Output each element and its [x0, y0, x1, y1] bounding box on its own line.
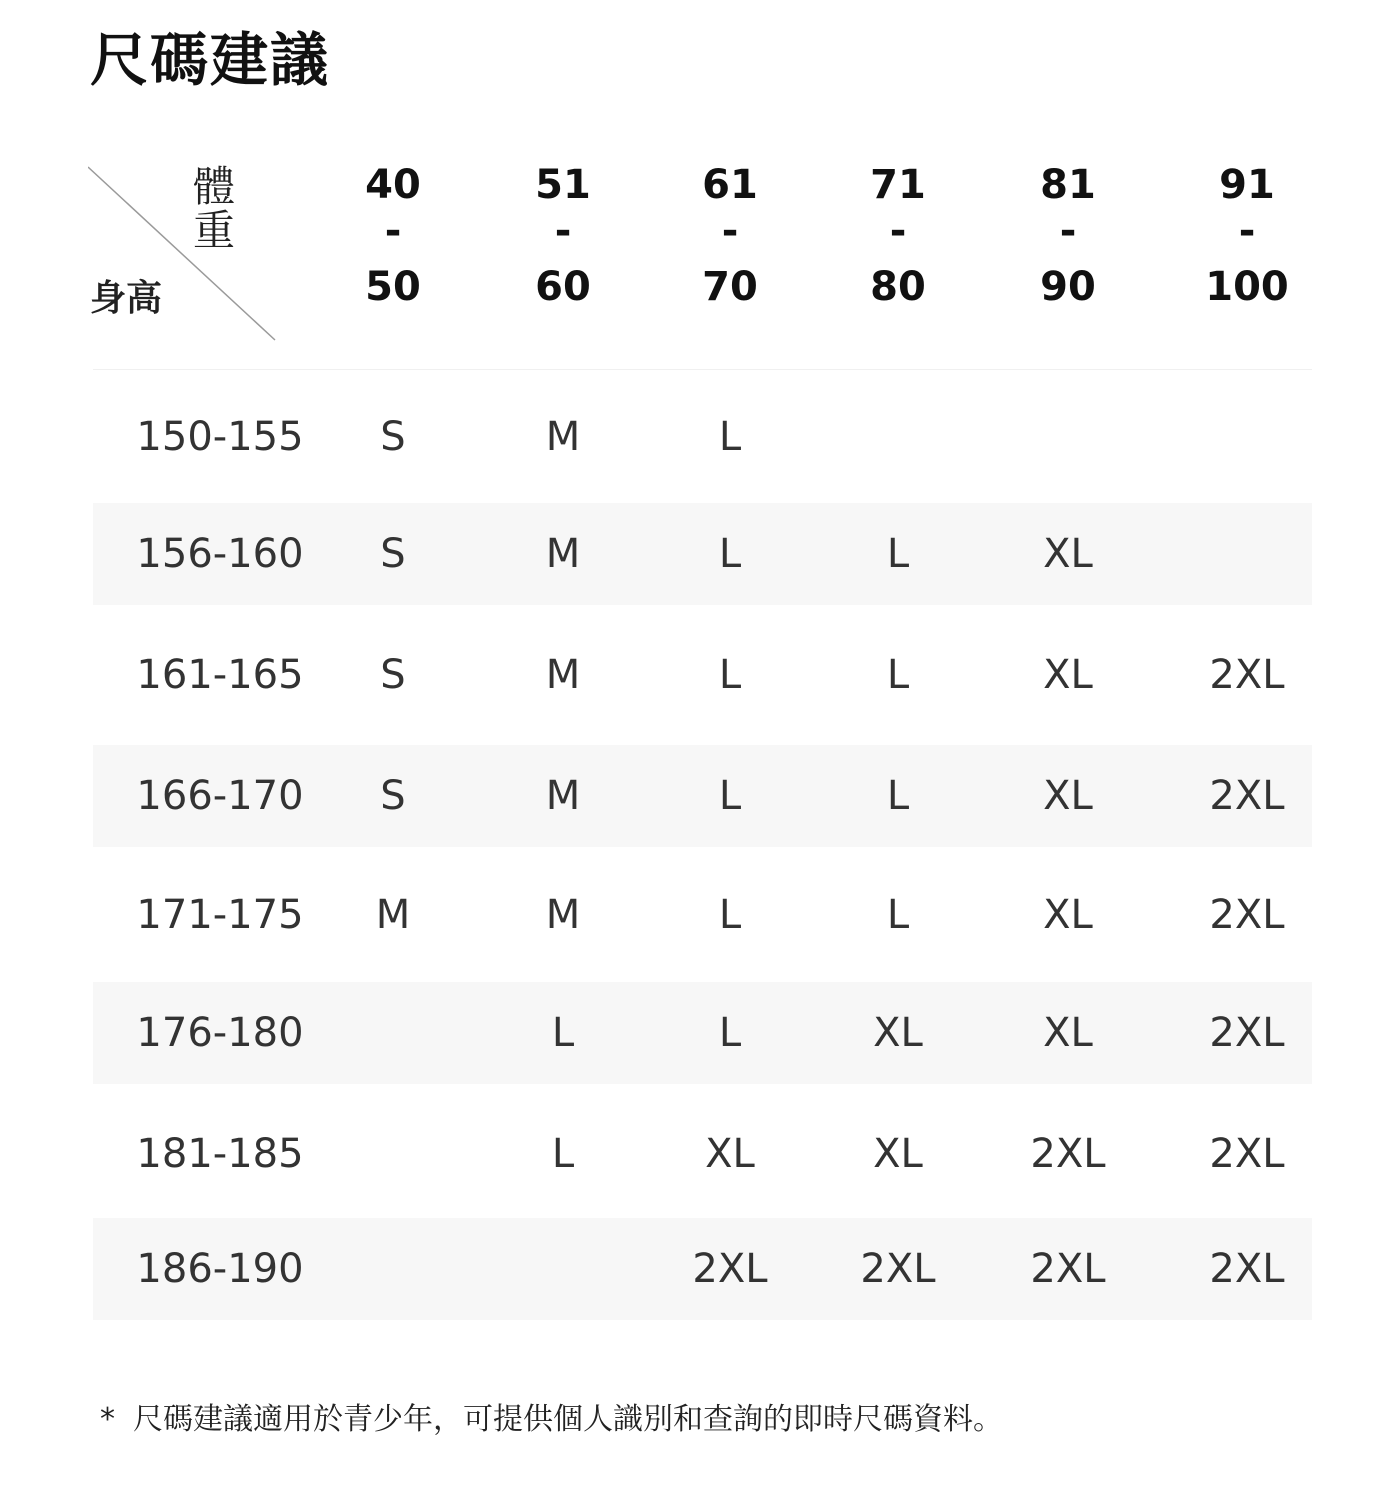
weight-range-to: 90: [1040, 264, 1096, 310]
size-cell: XL: [1043, 1010, 1093, 1056]
size-cell: M: [545, 773, 581, 819]
size-cell: 2XL: [1209, 1010, 1285, 1056]
table-row: [93, 1218, 1312, 1320]
weight-range-from: 81: [1040, 162, 1096, 208]
footnote: [100, 1398, 1003, 1442]
size-cell: S: [380, 531, 406, 577]
table-row: [93, 745, 1312, 847]
size-cell: M: [545, 531, 581, 577]
size-cell: S: [380, 652, 406, 698]
weight-range-separator: -: [384, 208, 402, 254]
size-cell: XL: [873, 1131, 923, 1177]
size-cell: XL: [1043, 892, 1093, 938]
size-cell: S: [380, 414, 406, 460]
header-divider: [93, 369, 1312, 370]
weight-range-to: 70: [702, 264, 758, 310]
size-cell: L: [718, 414, 742, 460]
size-cell: XL: [873, 1010, 923, 1056]
page-title: 尺碼建議: [90, 26, 331, 94]
weight-range-to: 80: [870, 264, 926, 310]
size-cell: L: [718, 892, 742, 938]
size-cell: [988, 386, 1148, 488]
size-cell: S: [380, 773, 406, 819]
weight-range-from: 91: [1219, 162, 1275, 208]
weight-range-separator: -: [1059, 208, 1077, 254]
height-range-label: 176-180: [136, 1010, 304, 1056]
size-cell: L: [886, 773, 910, 819]
size-cell: 2XL: [1209, 1131, 1285, 1177]
size-cell: 2XL: [1209, 1246, 1285, 1292]
size-cell: M: [375, 892, 411, 938]
size-cell: L: [886, 652, 910, 698]
table-row: [93, 864, 1312, 966]
size-cell: XL: [1043, 773, 1093, 819]
size-cell: 2XL: [1030, 1246, 1106, 1292]
size-cell: 2XL: [860, 1246, 936, 1292]
size-cell: L: [718, 1010, 742, 1056]
size-cell: 2XL: [1209, 652, 1285, 698]
size-cell: L: [718, 773, 742, 819]
weight-range-header: [998, 162, 1138, 310]
size-cell: [1167, 503, 1327, 605]
size-cell: M: [545, 892, 581, 938]
size-cell: [1167, 386, 1327, 488]
size-cell: L: [551, 1131, 575, 1177]
weight-range-separator: -: [721, 208, 739, 254]
weight-range-to: 60: [535, 264, 591, 310]
weight-range-separator: -: [554, 208, 572, 254]
size-cell: XL: [1043, 531, 1093, 577]
weight-range-from: 40: [365, 162, 421, 208]
size-cell: [313, 1218, 473, 1320]
size-cell: 2XL: [692, 1246, 768, 1292]
weight-axis-label: 體重: [193, 162, 236, 255]
weight-range-to: 50: [365, 264, 421, 310]
size-cell: M: [545, 414, 581, 460]
height-range-label: 171-175: [136, 892, 304, 938]
size-cell: L: [551, 1010, 575, 1056]
size-cell: [818, 386, 978, 488]
height-range-label: 181-185: [136, 1131, 304, 1177]
table-row: [93, 982, 1312, 1084]
size-cell: L: [718, 652, 742, 698]
size-cell: L: [718, 531, 742, 577]
size-cell: [313, 1103, 473, 1205]
table-corner-header: [88, 162, 276, 341]
height-range-label: 166-170: [136, 773, 304, 819]
table-row: [93, 624, 1312, 726]
height-range-label: 150-155: [136, 414, 304, 460]
height-range-label: 161-165: [136, 652, 304, 698]
size-cell: [313, 982, 473, 1084]
footnote-text: 尺碼建議適用於青少年，可提供個人識別和查詢的即時尺碼資料。: [133, 1402, 1003, 1437]
weight-range-separator: -: [1238, 208, 1256, 254]
weight-range-from: 51: [535, 162, 591, 208]
footnote-marker: *: [100, 1402, 115, 1437]
weight-range-from: 71: [870, 162, 926, 208]
weight-range-from: 61: [702, 162, 758, 208]
weight-range-header: [828, 162, 968, 310]
size-cell: [483, 1218, 643, 1320]
size-cell: 2XL: [1209, 773, 1285, 819]
table-row: [93, 386, 1312, 488]
weight-range-header: [660, 162, 800, 310]
size-cell: XL: [705, 1131, 755, 1177]
weight-range-header: [1177, 162, 1317, 310]
height-axis-label: 身高: [90, 278, 163, 319]
weight-range-header: [323, 162, 463, 310]
height-range-label: 186-190: [136, 1246, 304, 1292]
size-cell: 2XL: [1030, 1131, 1106, 1177]
weight-range-to: 100: [1205, 264, 1289, 310]
size-cell: L: [886, 892, 910, 938]
height-range-label: 156-160: [136, 531, 304, 577]
size-cell: M: [545, 652, 581, 698]
size-cell: XL: [1043, 652, 1093, 698]
table-row: [93, 1103, 1312, 1205]
size-cell: 2XL: [1209, 892, 1285, 938]
size-cell: L: [886, 531, 910, 577]
table-row: [93, 503, 1312, 605]
weight-range-header: [493, 162, 633, 310]
weight-range-separator: -: [889, 208, 907, 254]
